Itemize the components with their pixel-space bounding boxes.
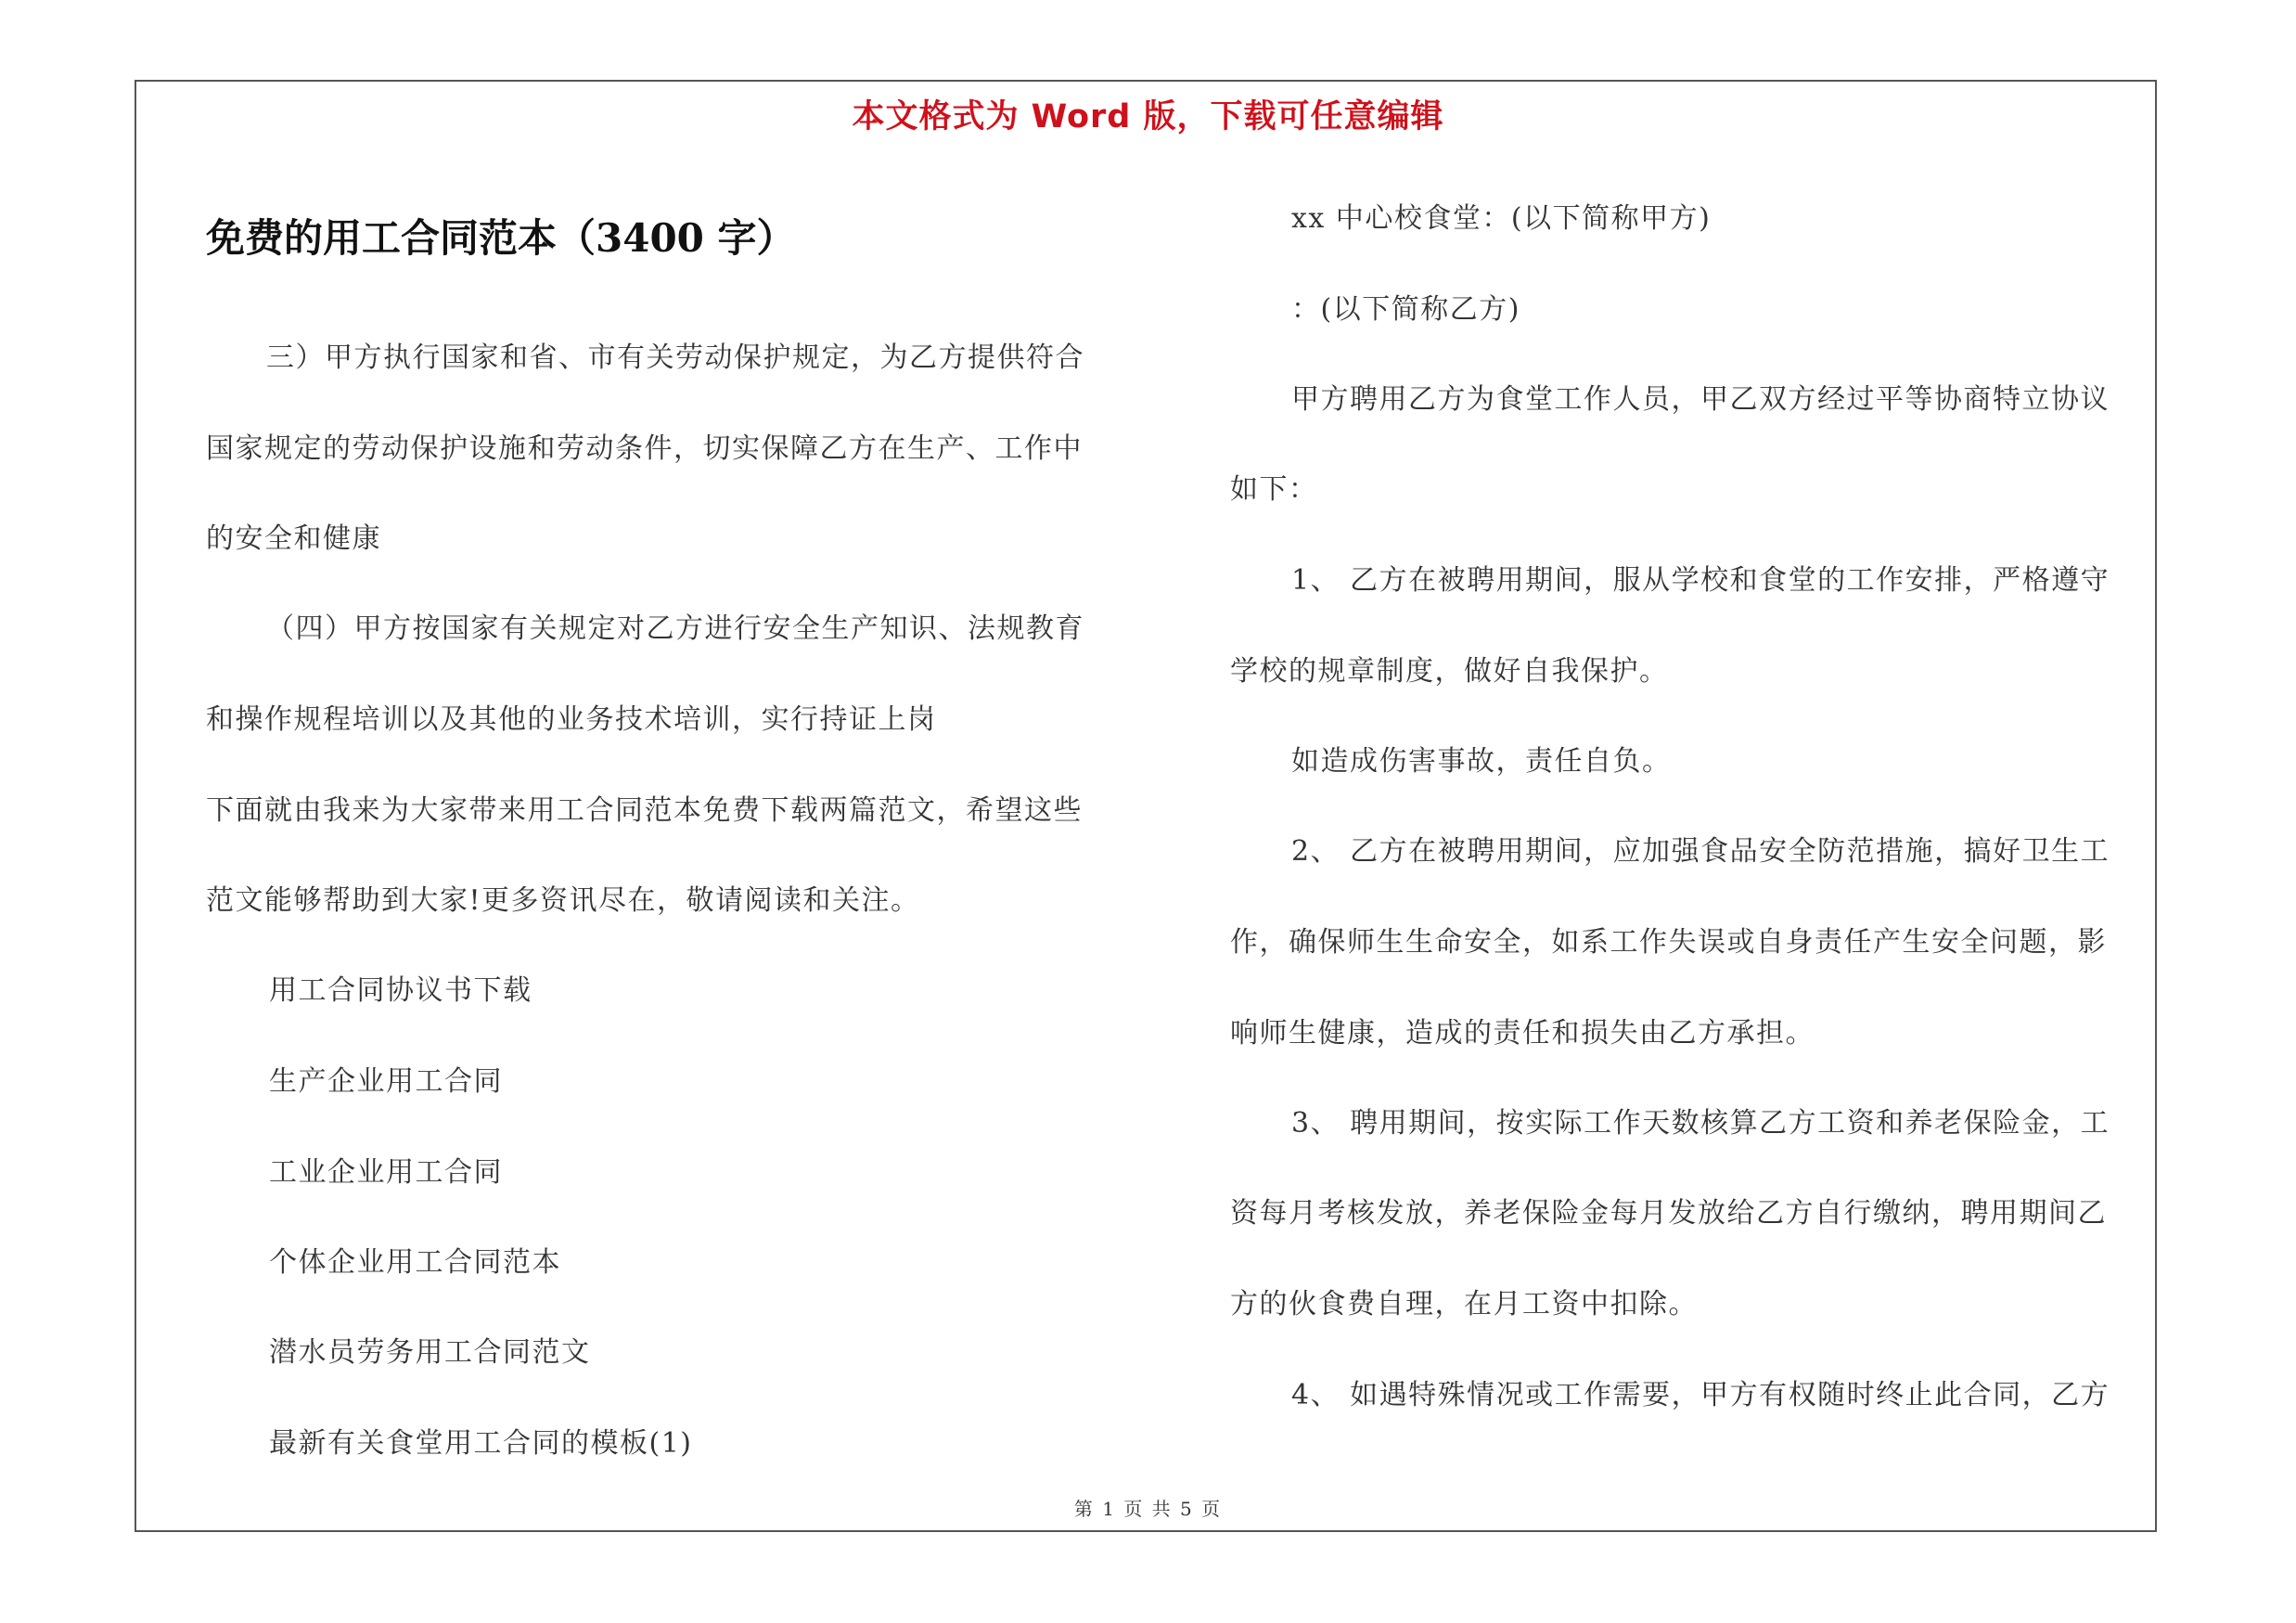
paragraph-line: （四）甲方按国家有关规定对乙方进行安全生产知识、法规教育 bbox=[266, 612, 1084, 645]
paragraph-line: 国家规定的劳动保护设施和劳动条件，切实保障乙方在生产、工作中 bbox=[206, 432, 1083, 465]
format-banner: 本文格式为 Word 版，下载可任意编辑 bbox=[852, 98, 1444, 135]
paragraph-line: 学校的规章制度，做好自我保护。 bbox=[1230, 655, 1669, 688]
paragraph-line: 甲方聘用乙方为食堂工作人员，甲乙双方经过平等协商特立协议 bbox=[1291, 383, 2110, 416]
paragraph-line: 4、 如遇特殊情况或工作需要，甲方有权随时终止此合同，乙方 bbox=[1291, 1379, 2110, 1411]
paragraph-line: 2、 乙方在被聘用期间，应加强食品安全防范措施，搞好卫生工 bbox=[1291, 835, 2110, 868]
list-item: 潜水员劳务用工合同范文 bbox=[269, 1336, 591, 1369]
paragraph-line: 范文能够帮助到大家!更多资讯尽在，敬请阅读和关注。 bbox=[206, 884, 920, 917]
paragraph-line: 的安全和健康 bbox=[206, 522, 381, 555]
paragraph-line: 3、 聘用期间，按实际工作天数核算乙方工资和养老保险金，工 bbox=[1291, 1107, 2110, 1140]
paragraph-line: 方的伙食费自理，在月工资中扣除。 bbox=[1230, 1288, 1698, 1320]
paragraph-line: 资每月考核发放，养老保险金每月发放给乙方自行缴纳，聘用期间乙 bbox=[1230, 1197, 2107, 1230]
paragraph-line: 如造成伤害事故，责任自负。 bbox=[1291, 745, 1672, 778]
paragraph-line: 如下： bbox=[1230, 473, 1318, 506]
list-item: 工业企业用工合同 bbox=[269, 1156, 503, 1189]
paragraph-line: 响师生健康，造成的责任和损失由乙方承担。 bbox=[1230, 1017, 1815, 1050]
document-title: 免费的用工合同范本（3400 字） bbox=[206, 215, 796, 261]
list-item: 生产企业用工合同 bbox=[269, 1065, 503, 1098]
page-number: 第 1 页 共 5 页 bbox=[1073, 1498, 1223, 1520]
paragraph-line: 1、 乙方在被聘用期间，服从学校和食堂的工作安排，严格遵守 bbox=[1291, 564, 2110, 597]
paragraph-line: 下面就由我来为大家带来用工合同范本免费下载两篇范文，希望这些 bbox=[206, 794, 1083, 827]
list-item: 最新有关食堂用工合同的模板(1) bbox=[269, 1427, 693, 1460]
list-item: 个体企业用工合同范本 bbox=[269, 1246, 561, 1279]
paragraph-line: 作，确保师生生命安全，如系工作失误或自身责任产生安全问题，影 bbox=[1230, 926, 2107, 959]
paragraph-line: 和操作规程培训以及其他的业务技术培训，实行持证上岗 bbox=[206, 703, 937, 736]
paragraph-line: 三）甲方执行国家和省、市有关劳动保护规定，为乙方提供符合 bbox=[266, 341, 1084, 374]
paragraph-line: ：(以下简称乙方) bbox=[1291, 293, 1520, 326]
list-item: 用工合同协议书下载 bbox=[269, 974, 532, 1007]
paragraph-line: xx 中心校食堂：(以下简称甲方) bbox=[1291, 202, 1712, 235]
